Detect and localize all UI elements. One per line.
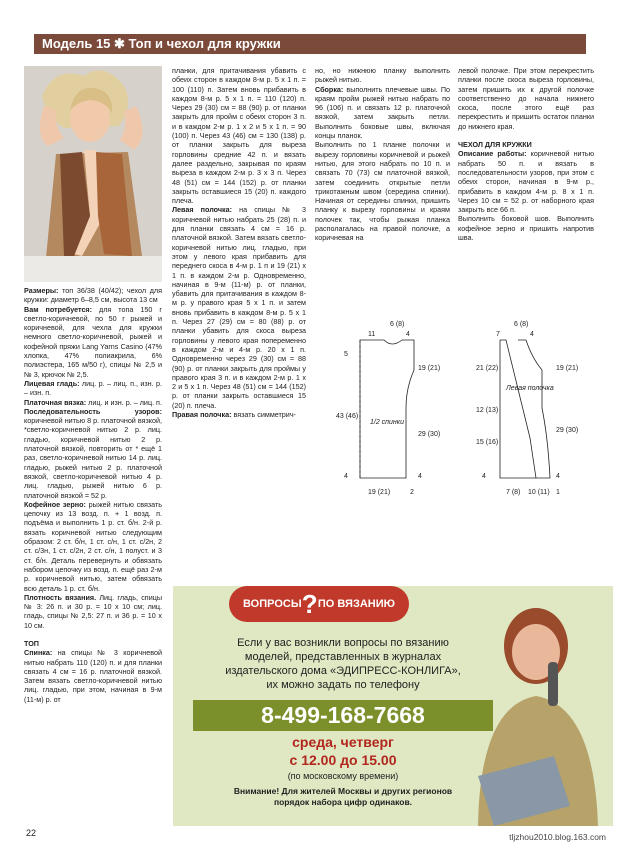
text-column-3: но, но нижнюю планку выполнить рыжей нитью. Сборка: выполнить плечевые швы. По краям пройм рыжей нитью набрать по 96 (106) п. и связать 12 р. платочной вязкой, затем закрыть петли. Выполнить боковые швы, включая концы планок. Выполнить по 1 планке полочки и вырезу горловины коричневой и рыжей нитью, для этого набрать по 10 п. и связать 70 (73) см платочной вязкой, затем соединить открытые петли трикотажным швом (середина спинки). Начиная от середины спинки, пришить планку к вырезу горловины и краям полочек так, чтобы рыжая планка располагалась на правой полочке, а коричневая на	[315, 66, 450, 243]
svg-text:29 (30): 29 (30)	[556, 427, 579, 434]
page-title: Модель 15 ✱ Топ и чехол для кружки	[34, 34, 586, 54]
svg-text:19 (21): 19 (21)	[368, 489, 391, 496]
operator-photo	[458, 586, 613, 826]
text-column-2: планки, для притачивания убавить с обеих сторон в каждом 8-м р. 5 х 1 п. = 100 (110) п. Затем вновь прибавить в каждом 8-м р. 5 х 1 п. = 110 (120) п. Через 29 (30) см = 88 (90) р. от планки закрыть для пройм с обеих сторон 3 п. и в каждом 2-м р. 1 х 2 и 5 х 1 п. = 90 (100) п. Через 43 (46) см = 130 (138) р. от планки закрыть для выреза горловины средние 42 п. и вязать далее раздельно, закрывая по краям выреза в каждом 2-м р. 3 х 3 п. Через 48 (51) см = 144 (152) р. от планки закрыть оставшиеся 15 (20) п. каждого плеча. Левая полочка: на спицы № 3 коричневой нитью набрать 25 (28) п. и для планки связать 4 см = 16 р. платочной вязкой. Затем вязать светло-коричневой нитью лиц. гладью, при этом у левого края прибавить для переднего скоса в 4-м р. 1 п и 19 (21) х 1 п. в каждом 2-м р. Одновременно, начиная в 9-м (11-м) р. от планки, убавить для притачивания в каждом 8-м р. у правого края 5 х 1 п. и затем вновь прибавить в каждом 8-м р. 5 х 1 п. Через 27 (29) см = 80 (88) р. от планки убавить для скоса выреза горловины у левого края попеременно в каждом 2-м и 4-м р. 20 х 1 п. Одновременно через 29 (30) см = 88 (90) р. от планки закрыть для проймы у правого края 3 п. и в каждом 2-м р. 1 х 2 и 5 х 1 п. Через 48 (51) см = 144 (152) р. от планки закрыть оставшиеся 15 (20) п. плеча. Правая полочка: вязать симметрич-	[172, 66, 306, 419]
hours-time: с 12.00 до 15.00	[289, 752, 397, 768]
pattern-diagrams	[330, 318, 600, 508]
front-diagram	[476, 321, 578, 496]
back-diagram	[336, 321, 440, 496]
svg-text:4: 4	[344, 473, 348, 480]
question-mark-icon: ?	[301, 588, 318, 619]
svg-text:10 (11): 10 (11)	[528, 489, 550, 496]
svg-text:6 (8): 6 (8)	[390, 321, 405, 328]
svg-text:7 (8): 7 (8)	[506, 489, 521, 496]
ad-note: Внимание! Для жителей Москвы и других регионов порядок набора цифр одинаков.	[233, 786, 453, 807]
site-watermark: tljzhou2010.blog.163.com	[509, 832, 606, 842]
page-number: 22	[26, 828, 37, 838]
svg-text:43 (46): 43 (46)	[336, 413, 359, 420]
svg-text:6 (8): 6 (8)	[514, 321, 529, 328]
text-column-4: левой полочке. При этом перекрестить планки после скоса выреза горловины, затем пришить их к другой полочке соответственно до начала нижнего скоса, после этого ещё раз перекрестить и пришить остаток планки до нижнего края. ЧЕХОЛ ДЛЯ КРУЖКИ Описание работы: коричневой нитью набрать 50 п. и вязать в последовательности узоров, при этом с обеих сторон, начиная в 9-м р., прибавить в каждом 4-м р. 8 х 1 п. Через 10 см = 52 р. от наборного края закрыть все 66 п. Выполнить боковой шов. Выполнить кофейное зерно и пришить напротив шва.	[458, 66, 594, 243]
svg-text:1: 1	[556, 489, 560, 496]
svg-text:4: 4	[530, 331, 534, 338]
svg-text:15 (16): 15 (16)	[476, 439, 499, 446]
svg-text:11: 11	[368, 331, 376, 338]
front-label: Левая полочка	[506, 385, 554, 392]
svg-text:12 (13): 12 (13)	[476, 407, 499, 414]
hours-days: среда, четверг	[292, 734, 394, 750]
phone-handset-icon	[548, 662, 558, 706]
svg-text:4: 4	[406, 331, 410, 338]
svg-text:4: 4	[556, 473, 560, 480]
svg-text:29 (30): 29 (30)	[418, 431, 441, 438]
phone-number: 8-499-168-7668	[193, 700, 493, 731]
ad-badge: ВОПРОСЫ ? ПО ВЯЗАНИЮ	[229, 586, 409, 622]
questions-ad: ВОПРОСЫ ? ПО ВЯЗАНИЮ Если у вас возникли вопросы по вязанию моделей, представленных в журналах издательского дома «ЭДИПРЕСС-КОНЛИГА», их можно задать по телефону 8-499-168-7668 среда, четверг с 12.00 до 15.00 (по московскому времени) Внимание! Для жителей Москвы и других регионов порядок набора цифр одинаков.	[173, 586, 613, 826]
svg-text:2: 2	[410, 489, 414, 496]
text-column-1: Размеры: топ 36/38 (40/42); чехол для кружки: диаметр 6–8,5 см, высота 13 см Вам потребуется: для топа 150 г светло-коричневой, по 50 г рыжей и коричневой, для чехла для кружки немного светло-коричневой, рыжей и кофейной пряжи Lang Yarns Casino (47% хлопка, 47% полиакрила, 6% полиэстера, 165 м/50 г), спицы № 2,5 и № 3, крючок № 2,5. Лицевая гладь: лиц. р. – лиц. п., изн. р. – изн. п. Платочная вязка: лиц. и изн. р. – лиц. п. Последовательность узоров: коричневой нитью 8 р. платочной вязкой, *светло-коричневой нитью 2 р. лиц. гладью, коричневой нитью 2 р. платочной вязкой, повторить от * ещё 1 раз, светло-коричневой нитью 14 р. лиц. гладью, рыжей нитью 2 р. платочной вязкой, светло-коричневой нитью 4 р. лиц. гладью, рыжей нитью 6 р. платочной вязкой = 52 р. Кофейное зерно: рыжей нитью связать цепочку из 13 возд. п. + 1 возд. п. подъёма и выполнить 1 р. ст. б/н. 2-й р. вязать коричневой нитью следующим образом: 2 ст. б/н, 1 ст. с/н, 1 ст. с/2н, 2 ст. с/3н, 1 ст. с/2н, 2 ст. с/н, 1 полуст. и 3 ст. б/н. Деталь перевернуть и обвязать набором цепочку из возд. п. ещё раз 2-м р. коричневой нитью, затем обвязать всю деталь 1 р. ст. б/н. Плотность вязания. Лиц. гладь, спицы № 3: 26 п. и 30 р. = 10 х 10 см; лиц. гладь, спицы № 2,5: 27 п. и 36 р. = 10 х 10 см. ТОП Спинка: на спицы № 3 коричневой нитью набрать 110 (120) п. и для планки связать 4 см = 16 р. платочной вязкой. Затем вязать светло-коричневой нитью лиц. гладью, при этом, начиная в 9-м (11-м) р. от	[24, 286, 162, 704]
svg-text:5: 5	[344, 351, 348, 358]
svg-text:19 (21): 19 (21)	[418, 365, 441, 372]
svg-text:4: 4	[418, 473, 422, 480]
back-label: 1/2 спинки	[370, 419, 404, 426]
svg-text:19 (21): 19 (21)	[556, 365, 579, 372]
svg-text:7: 7	[496, 331, 500, 338]
model-photo	[24, 66, 162, 282]
svg-text:21 (22): 21 (22)	[476, 365, 499, 372]
hours-timezone: (по московскому времени)	[287, 771, 399, 781]
svg-text:4: 4	[482, 473, 486, 480]
